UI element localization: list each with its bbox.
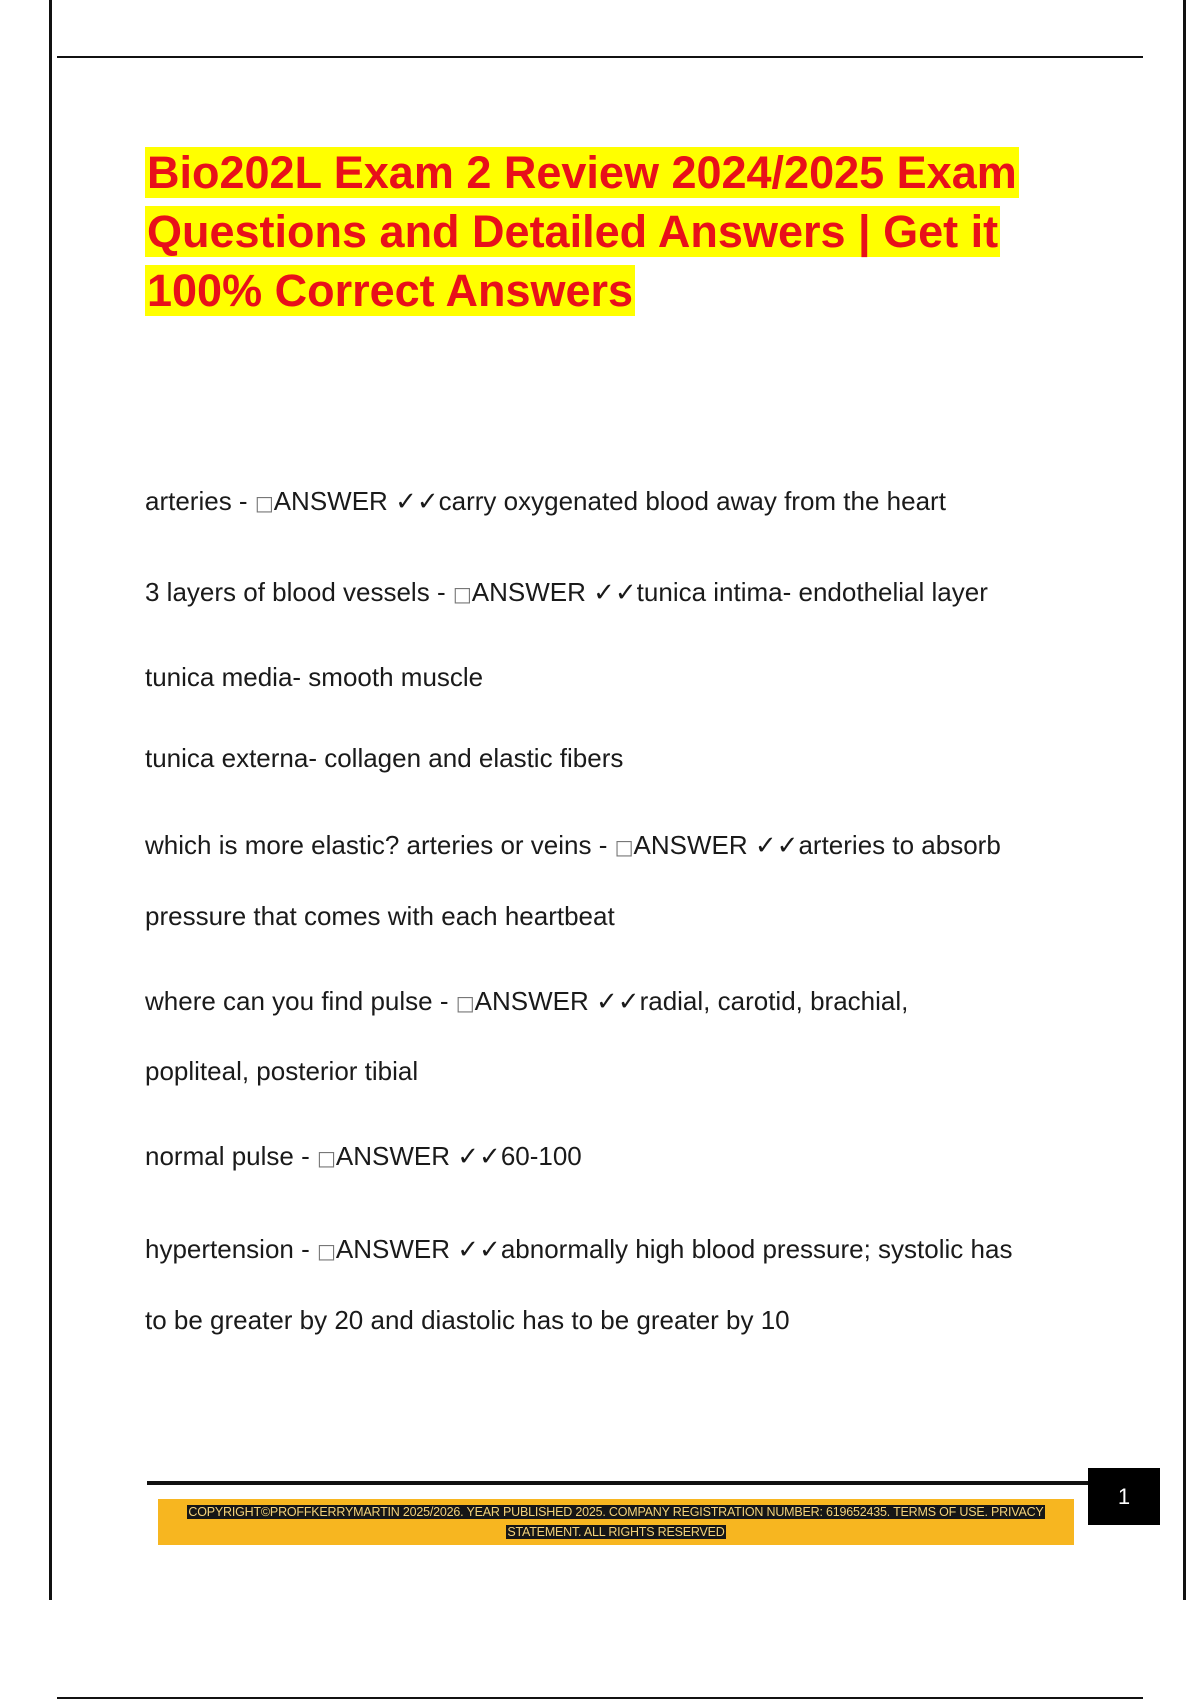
question-text: arteries: [145, 486, 232, 516]
answer-continuation: to be greater by 20 and diastolic has to be greater by 10: [145, 1305, 790, 1335]
copyright-notice: [158, 1502, 1074, 1542]
box-icon: □: [452, 582, 472, 606]
document-title: [145, 143, 1105, 320]
title-highlight: Bio202L Exam 2 Review 2024/2025 Exam Questions and Detailed Answers | Get it 100% Correct Answers: [147, 147, 1017, 316]
double-check-icon: ✓✓: [596, 987, 640, 1017]
question-text: normal pulse: [145, 1141, 294, 1171]
box-icon: □: [317, 1239, 336, 1263]
footer-rule: [147, 1481, 1088, 1485]
question-text: which is more elastic? arteries or veins: [145, 830, 592, 860]
qa-entry: hypertension - □ANSWER ✓✓abnormally high blood pressure; systolic has: [145, 1234, 1013, 1265]
box-icon: □: [455, 991, 475, 1015]
double-check-icon: ✓✓: [395, 487, 439, 517]
box-icon: □: [254, 491, 274, 515]
double-check-icon: ✓✓: [593, 578, 637, 608]
double-check-icon: ✓✓: [754, 831, 799, 861]
answer-text: tunica intima- endothelial layer: [636, 577, 988, 607]
question-text: where can you find pulse: [145, 986, 433, 1016]
answer-marker: ANSWER: [273, 486, 388, 516]
double-check-icon: ✓✓: [457, 1142, 501, 1172]
double-check-icon: ✓✓: [457, 1235, 501, 1265]
box-icon: □: [316, 1146, 336, 1170]
answer-continuation: tunica externa- collagen and elastic fibers: [145, 743, 624, 773]
question-text: 3 layers of blood vessels: [145, 577, 430, 607]
answer-continuation: tunica media- smooth muscle: [145, 662, 484, 692]
answer-text: 60-100: [500, 1141, 582, 1171]
answer-continuation: popliteal, posterior tibial: [145, 1056, 419, 1086]
qa-entry: where can you find pulse - □ANSWER ✓✓radial, carotid, brachial,: [145, 986, 909, 1017]
qa-entry: which is more elastic? arteries or veins - □ANSWER ✓✓arteries to absorb: [145, 830, 1001, 861]
answer-text: arteries to absorb: [798, 830, 1001, 860]
answer-continuation: pressure that comes with each heartbeat: [145, 901, 615, 931]
answer-text: abnormally high blood pressure; systolic has: [500, 1234, 1013, 1264]
page-border-right: [1183, 0, 1186, 1600]
header-rule: [57, 56, 1143, 58]
qa-entry: normal pulse - □ANSWER ✓✓60-100: [145, 1141, 582, 1172]
qa-entry: 3 layers of blood vessels - □ANSWER ✓✓tunica intima- endothelial layer: [145, 577, 988, 608]
page-border-left: [49, 0, 52, 1600]
qa-entry: arteries - □ANSWER ✓✓carry oxygenated blood away from the heart: [145, 486, 946, 517]
answer-marker: ANSWER: [474, 986, 589, 1016]
answer-marker: ANSWER: [633, 830, 748, 860]
page-bottom-rule: [57, 1697, 1143, 1699]
answer-marker: ANSWER: [335, 1141, 450, 1171]
page-number: 1: [1088, 1468, 1160, 1525]
answer-marker: ANSWER: [335, 1234, 451, 1264]
answer-text: radial, carotid, brachial,: [639, 986, 909, 1016]
box-icon: □: [614, 835, 634, 859]
question-text: hypertension: [145, 1234, 294, 1264]
answer-text: carry oxygenated blood away from the heart: [438, 486, 946, 516]
copyright-text: COPYRIGHT©PROFFKERRYMARTIN 2025/2026. YEAR PUBLISHED 2025. COMPANY REGISTRATION NUMBER: 619652435. TERMS OF USE. PRIVACY STATEMENT. ALL RIGHTS RESERVED: [188, 1505, 1044, 1539]
answer-marker: ANSWER: [471, 577, 586, 607]
